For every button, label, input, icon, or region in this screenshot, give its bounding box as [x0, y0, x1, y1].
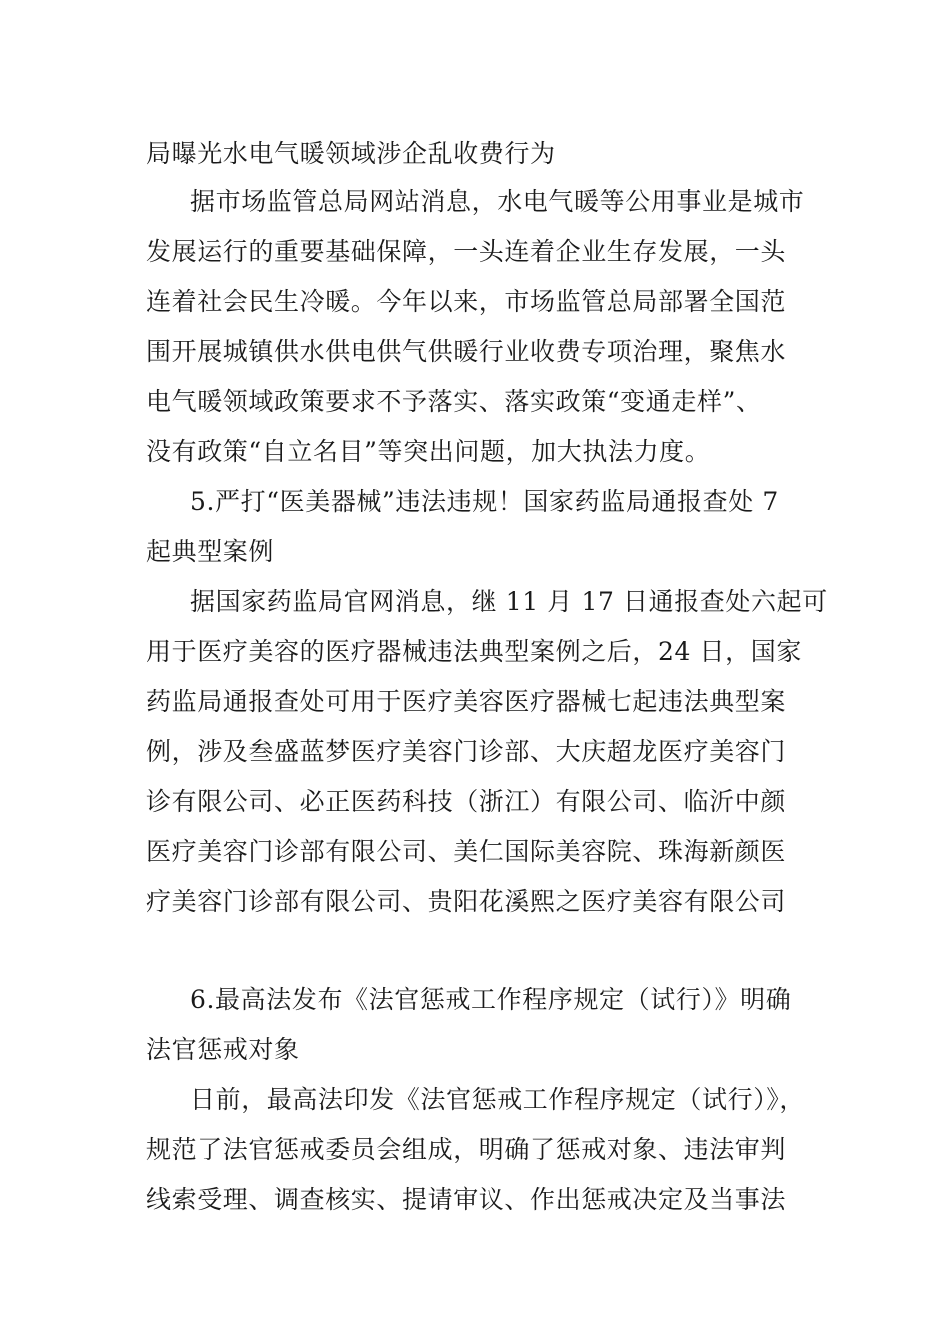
- paragraph-first-line: 据市场监管总局网站消息，水电气暖等公用事业是城市: [190, 187, 805, 216]
- body-line: 疗美容门诊部有限公司、贵阳花溪熙之医疗美容有限公司: [146, 887, 787, 916]
- body-line: 线索受理、调查核实、提请审议、作出惩戒决定及当事法: [146, 1185, 787, 1214]
- paragraph-first-line: 日前，最高法印发《法官惩戒工作程序规定（试行）》，: [190, 1085, 806, 1114]
- body-line: 发展运行的重要基础保障，一头连着企业生存发展，一头: [146, 237, 787, 266]
- body-line: 围开展城镇供水供电供气供暖行业收费专项治理，聚焦水: [146, 337, 787, 366]
- body-line: 规范了法官惩戒委员会组成，明确了惩戒对象、违法审判: [146, 1135, 787, 1164]
- section-heading-6-cont: 法官惩戒对象: [146, 1035, 300, 1064]
- body-line: 用于医疗美容的医疗器械违法典型案例之后，24 日，国家: [146, 637, 802, 666]
- paragraph-first-line: 据国家药监局官网消息，继 11 月 17 日通报查处六起可: [190, 587, 828, 616]
- section-heading-6: 6.最高法发布《法官惩戒工作程序规定（试行）》明确: [190, 985, 792, 1014]
- body-line: 诊有限公司、必正医药科技（浙江）有限公司、临沂中颜: [146, 787, 787, 816]
- body-line: 电气暖领域政策要求不予落实、落实政策“变通走样”、: [146, 387, 762, 416]
- body-line: 局曝光水电气暖领域涉企乱收费行为: [146, 139, 556, 168]
- body-line: 没有政策“自立名目”等突出问题，加大执法力度。: [146, 437, 711, 466]
- body-line: 连着社会民生冷暖。今年以来，市场监管总局部署全国范: [146, 287, 787, 316]
- body-line: 药监局通报查处可用于医疗美容医疗器械七起违法典型案: [146, 687, 787, 716]
- body-line: 例，涉及叁盛蓝梦医疗美容门诊部、大庆超龙医疗美容门: [146, 737, 787, 766]
- section-heading-5-cont: 起典型案例: [146, 537, 275, 566]
- body-line: 医疗美容门诊部有限公司、美仁国际美容院、珠海新颜医: [146, 837, 787, 866]
- section-heading-5: 5.严打“医美器械”违法违规！国家药监局通报查处 7: [190, 487, 779, 516]
